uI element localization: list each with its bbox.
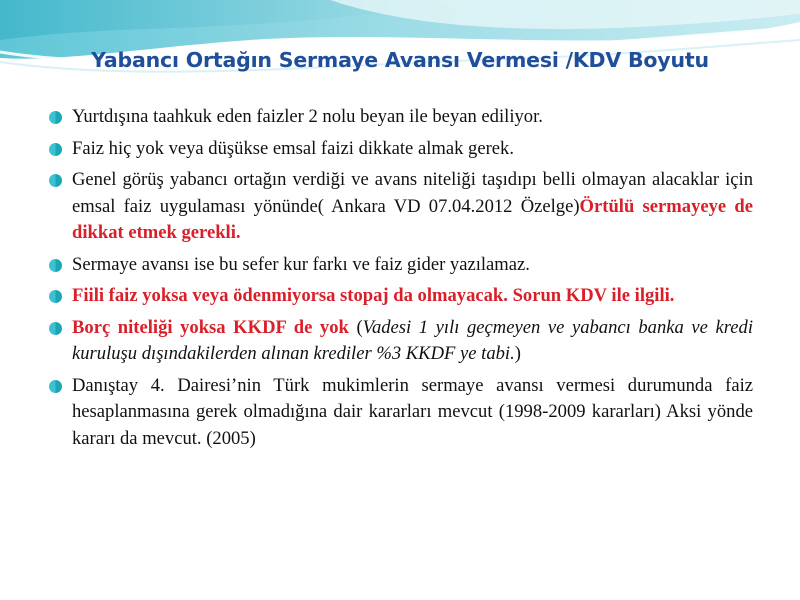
bullet-text: Yurtdışına taahkuk eden faizler 2 nolu beyan ile beyan ediliyor.	[72, 106, 543, 127]
bullet-icon	[49, 290, 62, 303]
bullet-item	[48, 167, 753, 247]
bullet-item	[48, 283, 753, 310]
bullet-item	[48, 252, 753, 279]
bullet-text: Faiz hiç yok veya düşükse emsal faizi dikkate almak gerek.	[72, 137, 514, 159]
bullet-item	[48, 373, 753, 453]
bullet-icon	[49, 111, 62, 124]
bullet-italic-text: Vadesi 1 yılı geçmeyen ve yabancı banka ve kredi kuruluşu dışındakilerden alınan krediler %3 KKDF ye tabi.	[72, 316, 754, 364]
bullet-item	[48, 104, 753, 131]
bullet-icon	[49, 143, 62, 156]
bullet-icon	[49, 259, 62, 272]
bullet-highlight-text: Fiili faiz yoksa veya ödenmiyorsa stopaj da olmayacak. Sorun KDV ile ilgili.	[72, 285, 675, 306]
bullet-icon	[49, 174, 62, 187]
bullet-item	[48, 136, 753, 163]
bullet-text: Danıştay 4. Dairesi’nin Türk mukimlerin sermaye avansı vermesi durumunda faiz hesaplanmasına gerek olmadığına dair kararları mevcut (1998-2009 kararları) Aksi yönde kararı da mevcut. (2005)	[72, 374, 753, 449]
bullet-icon	[49, 322, 62, 335]
bullet-icon	[49, 380, 62, 393]
bullet-paren-open: (	[348, 316, 363, 338]
bullet-highlight-text: Borç niteliği yoksa KKDF de yok	[72, 316, 349, 338]
bullet-highlight-text: Örtülü sermayeye de dikkat etmek gerekli.	[72, 195, 753, 243]
bullet-paren-close: )	[514, 343, 521, 364]
bullet-item	[48, 315, 753, 368]
slide-title: Yabancı Ortağın Sermaye Avansı Vermesi /KDV Boyutu	[91, 48, 709, 72]
bullet-text: Sermaye avansı ise bu sefer kur farkı ve faiz gider yazılamaz.	[72, 253, 530, 275]
bullet-text: Genel görüş yabancı ortağın verdiği ve avans niteliği taşıdıpı belli olmayan alacaklar için emsal faiz uygulaması yönünde( Ankara VD 07.04.2012 Özelge)	[72, 169, 753, 217]
bullet-list	[48, 104, 753, 457]
